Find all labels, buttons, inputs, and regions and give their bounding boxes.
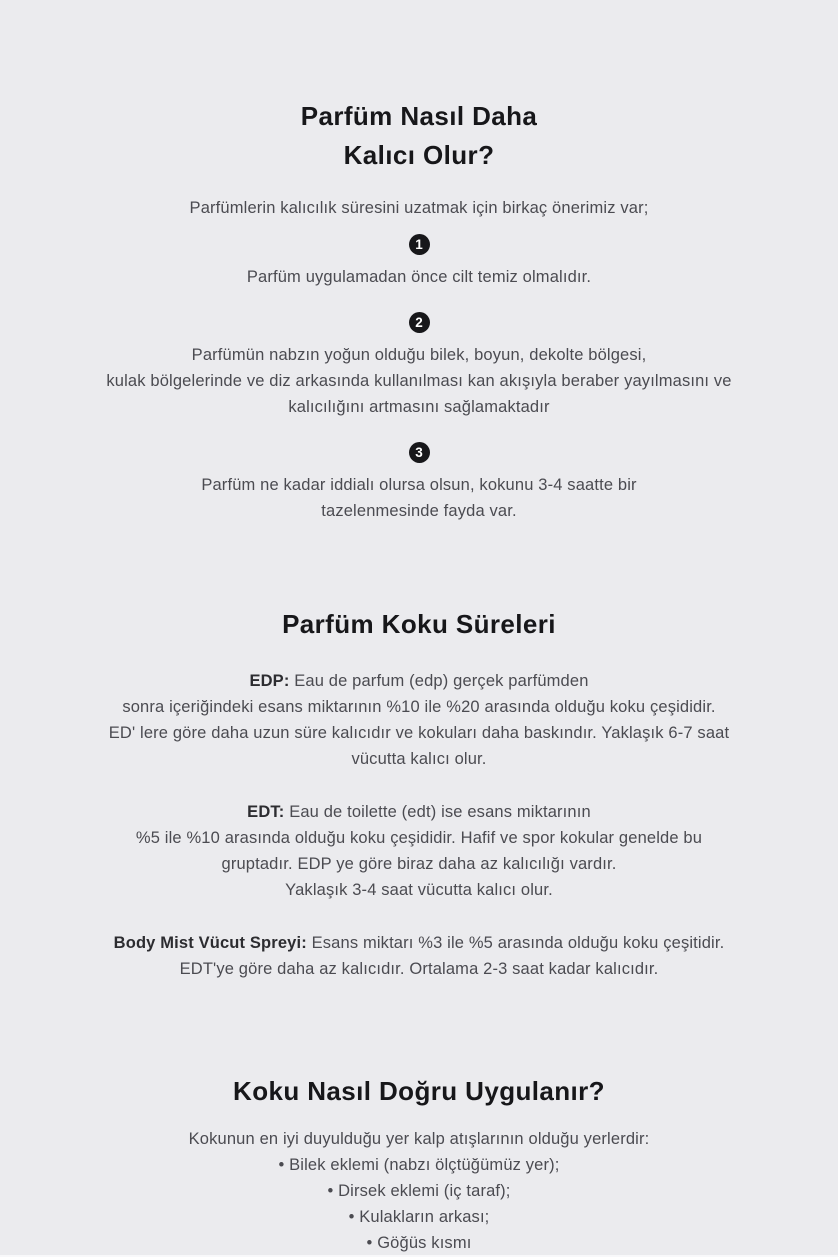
edp-line-4: vücutta kalıcı olur. [351,750,487,768]
edt-line-3: gruptadır. EDP ye göre biraz daha az kalıcılığı vardır. [221,855,617,873]
edp-paragraph [0,668,838,772]
edp-label: EDP: [249,672,290,690]
tips-intro: Parfümlerin kalıcılık süresini uzatmak için birkaç önerimiz var; [189,199,649,217]
edt-label: EDT: [247,803,285,821]
durations-title: Parfüm Koku Süreleri [282,609,556,639]
tip-step-2 [0,312,838,420]
tips-title-line-2: Kalıcı Olur? [343,140,495,170]
step-2-line-1: Parfümün nabzın yoğun olduğu bilek, boyun, dekolte bölgesi, [191,346,647,364]
tips-title-line-1: Parfüm Nasıl Daha [300,101,538,131]
edt-line-2: %5 ile %10 arasında olduğu koku çeşididir. Hafif ve spor kokular genelde bu [135,829,703,847]
body-mist-label: Body Mist Vücut Spreyi: [113,934,307,952]
tip-step-3 [0,442,838,524]
step-2-number-badge: 2 [409,312,430,333]
step-2-line-2: kulak bölgelerinde ve diz arkasında kullanılması kan akışıyla beraber yayılmasını ve [106,372,732,390]
apply-intro: Kokunun en iyi duyulduğu yer kalp atışlarının olduğu yerlerdir: [188,1130,650,1148]
bullet-item-wrist: • Bilek eklemi (nabzı ölçtüğümüz yer); [278,1156,560,1174]
body-mist-paragraph [0,930,838,982]
step-2-line-3: kalıcılığını artmasını sağlamaktadır [288,398,550,416]
edp-line-2: sonra içeriğindeki esans miktarının %10 ile %20 arasında olduğu koku çeşididir. [122,698,716,716]
edt-line-1: EDT: Eau de toilette (edt) ise esans miktarının [247,803,591,821]
edt-line-4: Yaklaşık 3-4 saat vücutta kalıcı olur. [285,881,553,899]
step-3-line-2: tazelenmesinde fayda var. [321,502,517,520]
apply-title: Koku Nasıl Doğru Uygulanır? [233,1076,605,1106]
edp-line-3: ED' lere göre daha uzun süre kalıcıdır ve kokuları daha baskındır. Yaklaşık 6-7 saat [108,724,730,742]
edp-line-1: EDP: Eau de parfum (edp) gerçek parfümden [249,672,589,690]
tip-step-1 [0,234,838,290]
bullet-item-elbow: • Dirsek eklemi (iç taraf); [327,1182,511,1200]
tips-title [0,97,838,175]
edt-paragraph [0,799,838,903]
step-3-number-badge: 3 [409,442,430,463]
step-3-line-1: Parfüm ne kadar iddialı olursa olsun, kokunu 3-4 saatte bir [201,476,637,494]
step-1-number-badge: 1 [409,234,430,255]
step-1-text [0,264,838,290]
step-2-text [0,342,838,420]
body-mist-line-2: EDT'ye göre daha az kalıcıdır. Ortalama 2-3 saat kadar kalıcıdır. [179,960,659,978]
section-scent-durations [0,605,838,982]
step-3-text [0,472,838,524]
apply-bullet-list [0,1152,838,1256]
section-how-to-apply [0,1072,838,1256]
step-1-line-1: Parfüm uygulamadan önce cilt temiz olmalıdır. [246,268,592,286]
bullet-item-chest: • Göğüs kısmı [366,1234,472,1252]
bullet-item-behind-ears: • Kulakların arkası; [348,1208,490,1226]
body-mist-line-1: Body Mist Vücut Spreyi: Esans miktarı %3 ile %5 arasında olduğu koku çeşitidir. [113,934,725,952]
section-longevity-tips [0,97,838,524]
